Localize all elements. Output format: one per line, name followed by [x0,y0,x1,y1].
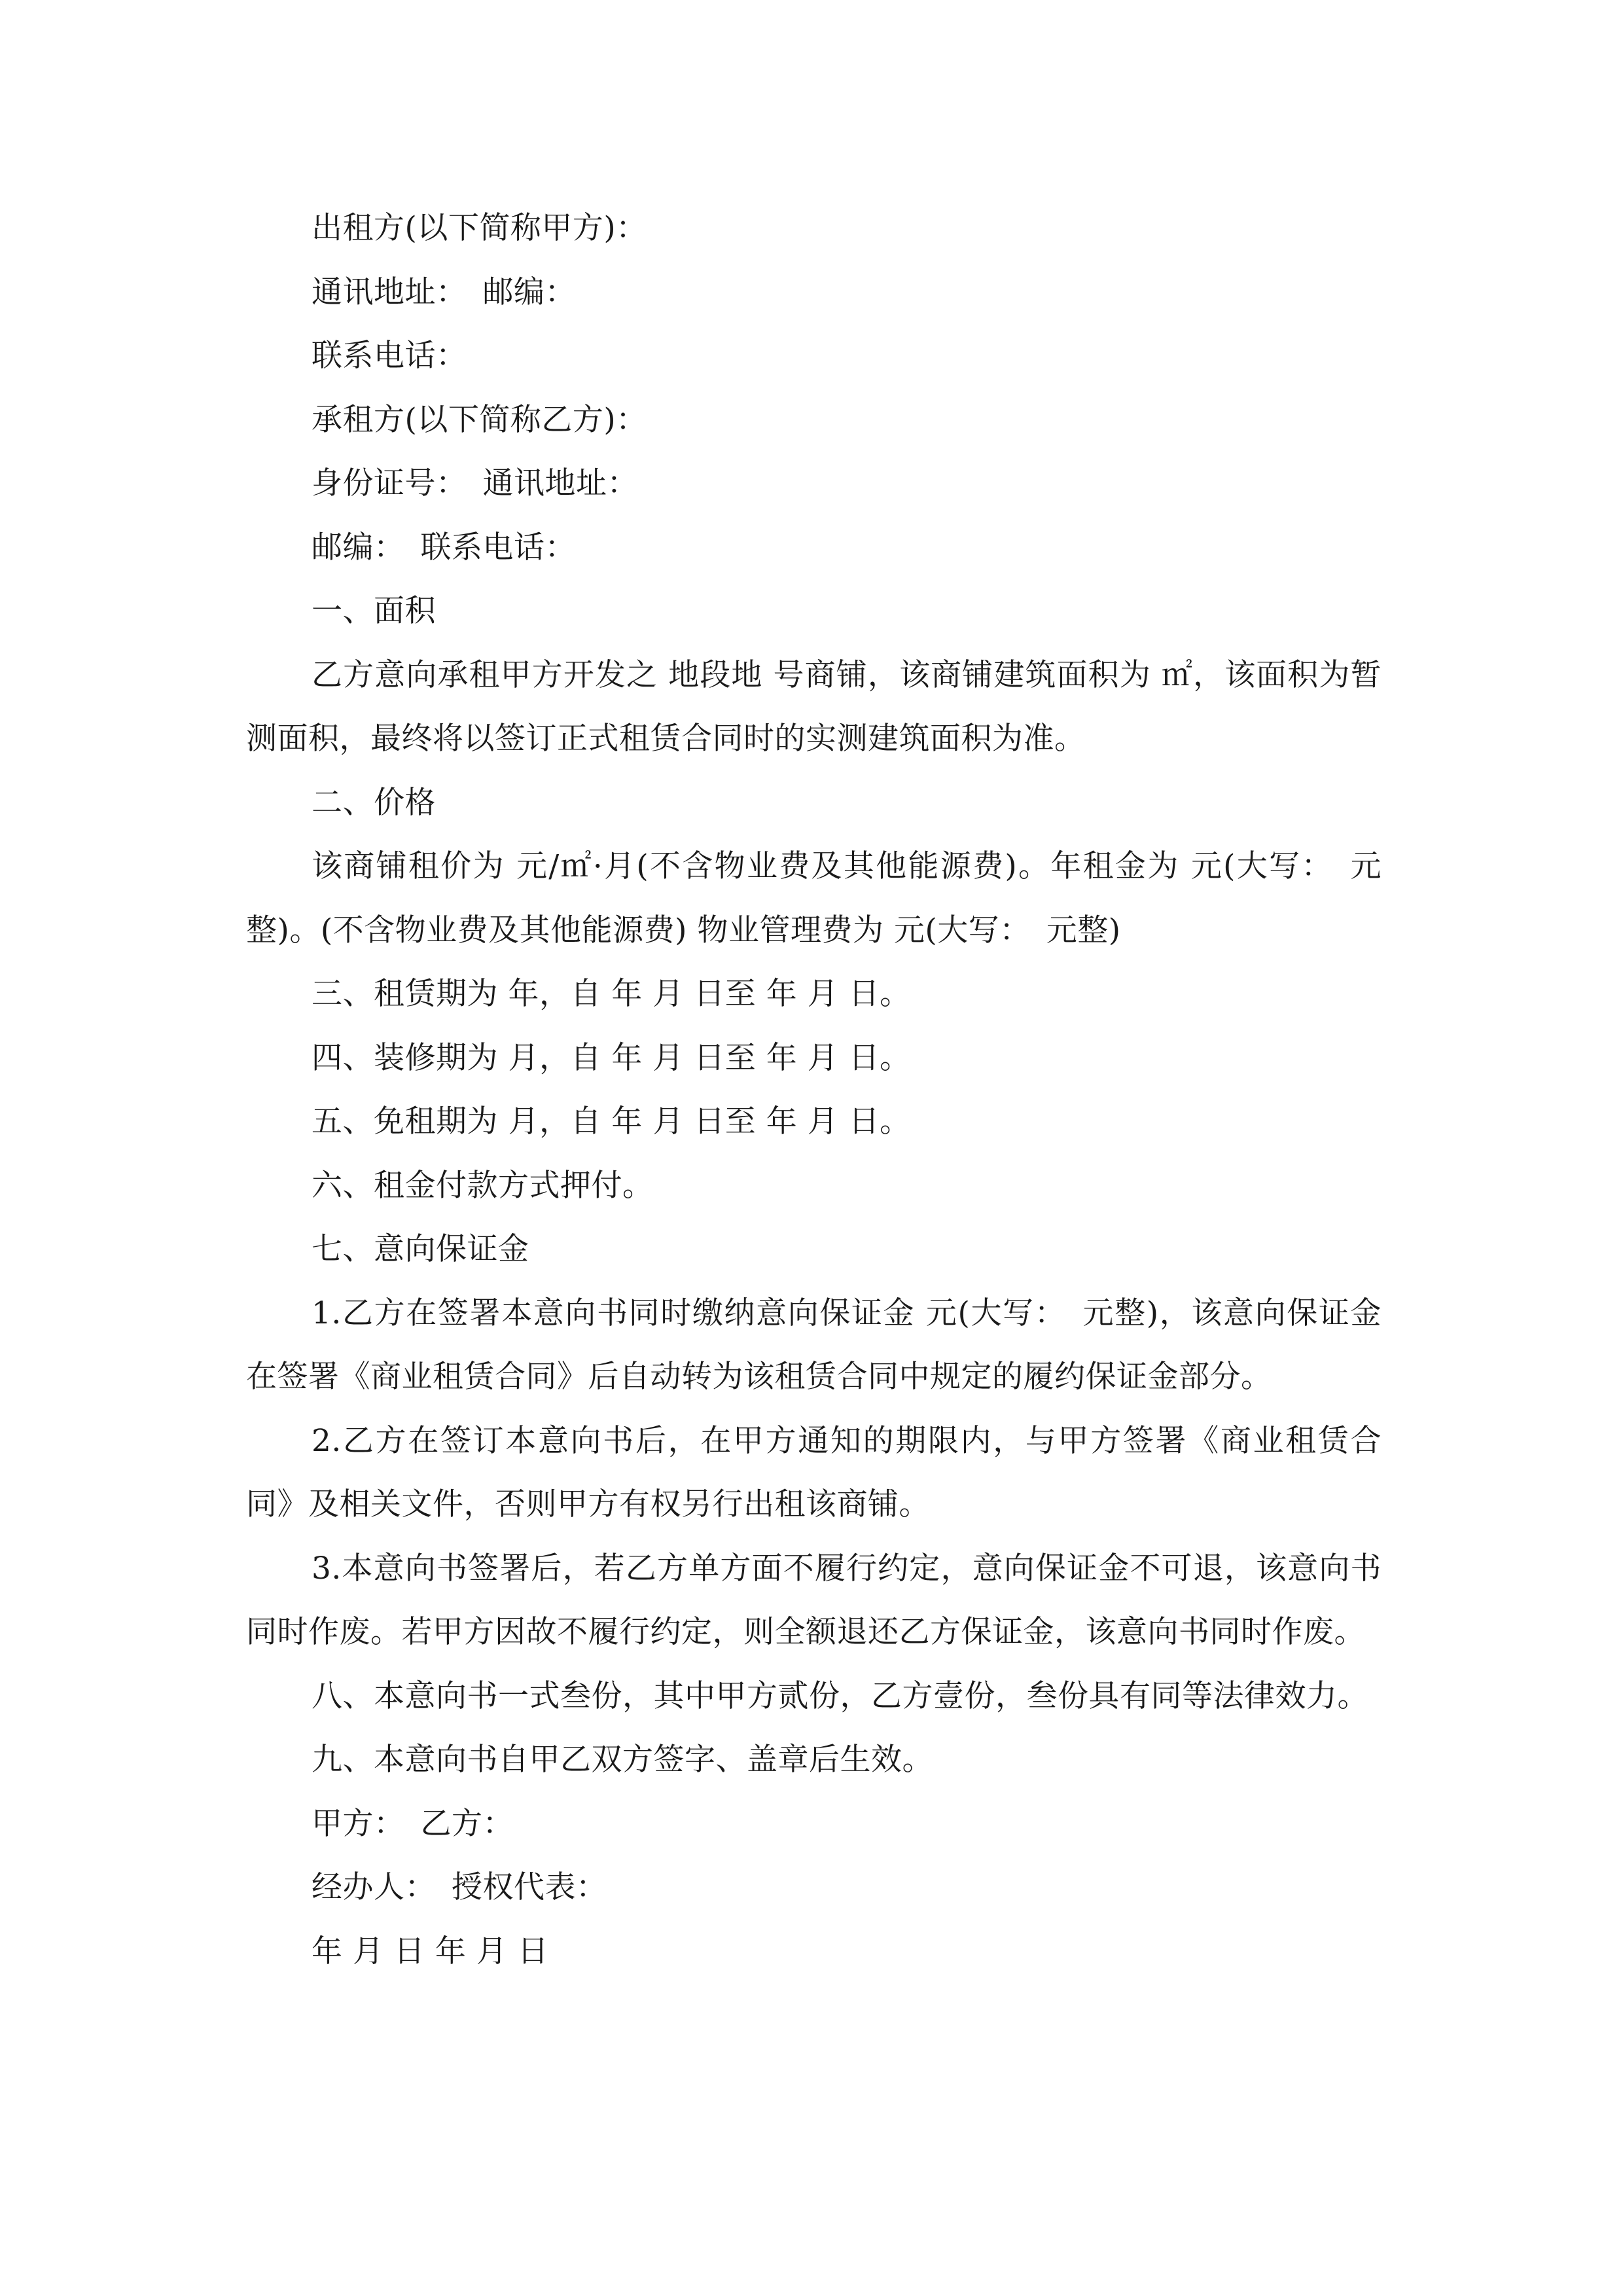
lessee-postcode-line: 邮编： 联系电话： [312,529,576,565]
section-heading-area: 一、面积 [312,593,436,629]
section-heading-price: 二、价格 [312,784,436,821]
lease-term-line: 三、租赁期为 年，自 年 月 日至 年 月 日。 [312,976,911,1012]
lessee-id-line: 身份证号： 通讯地址： [312,465,638,501]
section-heading-deposit: 七、意向保证金 [312,1231,529,1267]
price-paragraph: 该商铺租价为 元/㎡·月(不含物业费及其他能源费)。年租金为 元(大写： 元整)。(不含物业费及其他能源费) 物业管理费为 元(大写： 元整) [246,848,1382,948]
document-body [246,196,1382,1983]
area-paragraph: 乙方意向承租甲方开发之 地段地 号商铺，该商铺建筑面积为 ㎡，该面积为暂测面积，最终将以签订正式租赁合同时的实测建筑面积为准。 [246,656,1382,757]
lessor-line: 出租方(以下简称甲方)： [312,210,647,246]
signature-agents-line: 经办人： 授权代表： [312,1869,607,1905]
payment-method-line: 六、租金付款方式押付。 [312,1167,654,1204]
renovation-period-line: 四、装修期为 月，自 年 月 日至 年 月 日。 [312,1039,911,1076]
effect-clause: 九、本意向书自甲乙双方签字、盖章后生效。 [312,1742,933,1778]
deposit-clause-3: 3.本意向书签署后，若乙方单方面不履行约定，意向保证金不可退，该意向书同时作废。若甲方因故不履行约定，则全额退还乙方保证金，该意向书同时作废。 [246,1550,1382,1650]
rent-free-period-line: 五、免租期为 月，自 年 月 日至 年 月 日。 [312,1103,911,1139]
signature-date-line: 年 月 日 年 月 日 [312,1933,549,1969]
signature-parties-line: 甲方： 乙方： [312,1805,514,1842]
deposit-clause-1: 1.乙方在签署本意向书同时缴纳意向保证金 元(大写： 元整)，该意向保证金在签署《商业租赁合同》后自动转为该租赁合同中规定的履约保证金部分。 [246,1295,1382,1395]
lessor-phone-line: 联系电话： [312,338,467,374]
copies-clause: 八、本意向书一式叁份，其中甲方贰份，乙方壹份，叁份具有同等法律效力。 [312,1677,1368,1714]
lessor-address-line: 通讯地址： 邮编： [312,274,576,310]
deposit-clause-2: 2.乙方在签订本意向书后，在甲方通知的期限内，与甲方签署《商业租赁合同》及相关文件，否则甲方有权另行出租该商铺。 [246,1422,1382,1522]
lessee-line: 承租方(以下简称乙方)： [312,401,647,438]
